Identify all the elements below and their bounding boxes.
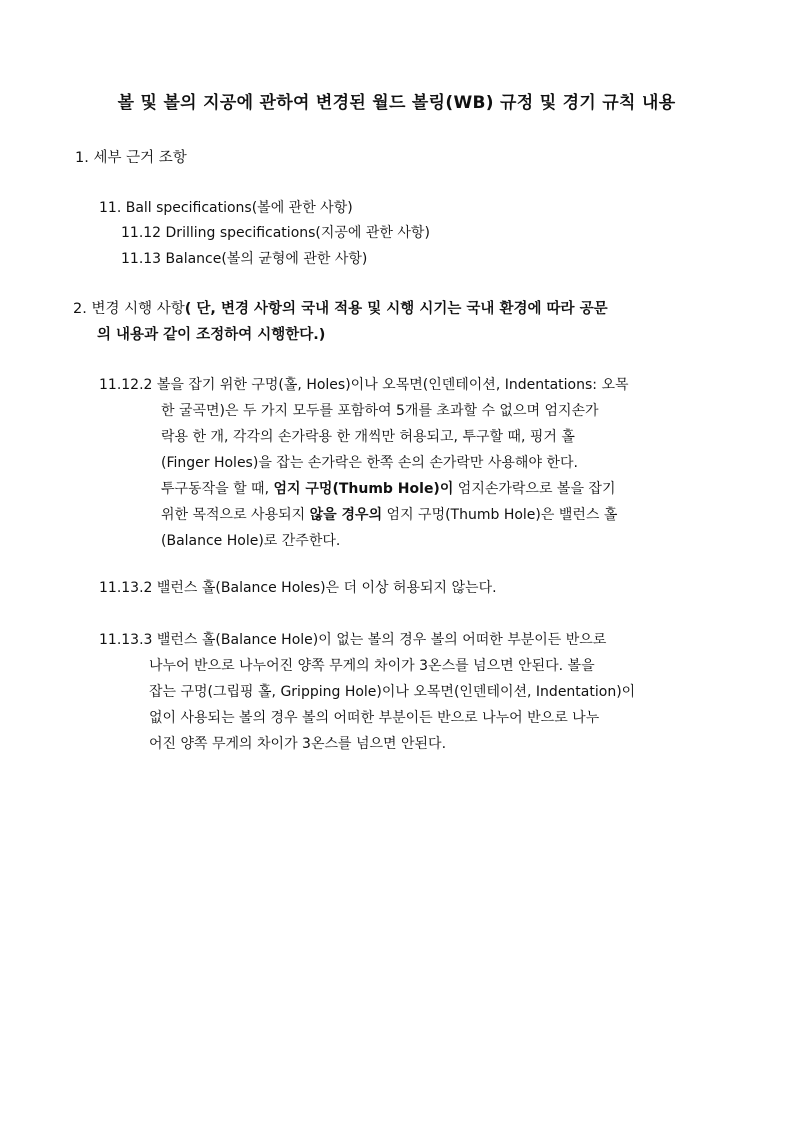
paragraph-line: 없이 사용되는 볼의 경우 볼의 어떠한 부분이든 반으로 나누어 반으로 나누: [149, 710, 600, 726]
section1-heading: 1. 세부 근거 조항: [75, 150, 187, 166]
document-title: 볼 및 볼의 지공에 관하여 변경된 월드 볼링(WB) 규정 및 경기 규칙 내용: [117, 93, 676, 113]
paragraph-line: 어진 양쪽 무게의 차이가 3온스를 넘으면 안된다.: [149, 736, 447, 752]
clause-11-12-drilling-specifications: 11.12 Drilling specifications(지공에 관한 사항): [121, 225, 430, 241]
paragraph-line: 11.13.3 밸런스 홀(Balance Hole)이 없는 볼의 경우 볼의 어떠한 부분이든 반으로: [99, 632, 607, 648]
paragraph-line: 11.12.2 볼을 잡기 위한 구멍(홀, Holes)이나 오목면(인덴테이션, Indentations: 오목: [99, 377, 629, 393]
section2-heading: [73, 296, 733, 348]
text-run: 위한 목적으로 사용되지: [161, 507, 310, 523]
paragraph-11-12-2: [99, 372, 719, 554]
section2-heading-normal: 2. 변경 시행 사항: [73, 301, 185, 317]
paragraph-line: [99, 476, 719, 502]
text-run: 엄지 구멍(Thumb Hole)은 밸런스 홀: [382, 507, 618, 523]
paragraph-line: [99, 502, 719, 528]
paragraph-line: (Balance Hole)로 간주한다.: [161, 533, 341, 549]
clause-11-13-balance: 11.13 Balance(볼의 균형에 관한 사항): [121, 251, 368, 267]
paragraph-line: 한 굴곡면)은 두 가지 모두를 포함하여 5개를 초과할 수 없으며 엄지손가: [161, 403, 599, 419]
text-run: 투구동작을 할 때,: [161, 481, 274, 497]
paragraph-11-13-2: [99, 575, 719, 601]
paragraph-line: (Finger Holes)을 잡는 손가락은 한쪽 손의 손가락만 사용해야 한다.: [161, 455, 578, 471]
clause-11-ball-specifications: 11. Ball specifications(볼에 관한 사항): [99, 200, 353, 216]
emphasis-not-used: 않을 경우의: [309, 507, 383, 523]
paragraph-11-13-3: [99, 627, 719, 757]
section2-heading-note: ( 단, 변경 사항의 국내 적용 및 시행 시기는 국내 환경에 따라 공문: [184, 301, 608, 317]
section2-heading-note-cont: 의 내용과 같이 조정하여 시행한다.): [97, 327, 326, 343]
text-run: 엄지손가락으로 볼을 잡기: [453, 481, 616, 497]
section2-heading-line1: [73, 296, 733, 322]
paragraph-line: 락용 한 개, 각각의 손가락용 한 개씩만 허용되고, 투구할 때, 핑거 홀: [161, 429, 575, 445]
emphasis-thumb-hole: 엄지 구멍(Thumb Hole)이: [273, 481, 454, 497]
paragraph-line: 나누어 반으로 나누어진 양쪽 무게의 차이가 3온스를 넘으면 안된다. 볼을: [149, 658, 595, 674]
paragraph-line: 11.13.2 밸런스 홀(Balance Holes)은 더 이상 허용되지 않는다.: [99, 580, 497, 596]
paragraph-line: 잡는 구멍(그립핑 홀, Gripping Hole)이나 오목면(인덴테이션, Indentation)이: [149, 684, 636, 700]
